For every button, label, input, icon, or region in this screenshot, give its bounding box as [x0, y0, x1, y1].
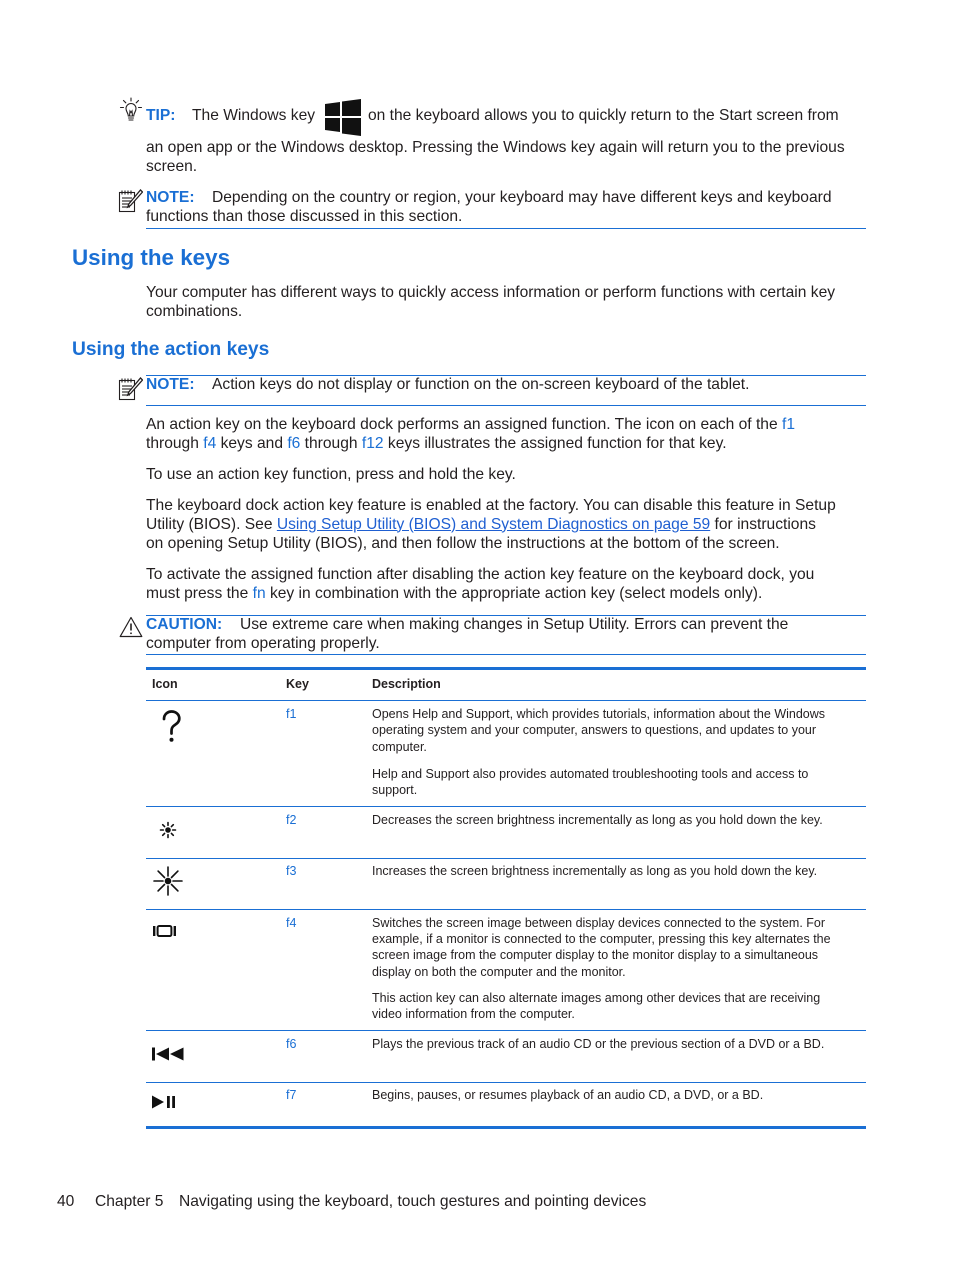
- description-line: computer.: [372, 739, 427, 754]
- text-segment: through: [300, 434, 362, 452]
- table-row: [146, 1083, 866, 1126]
- table-header-description: Description: [372, 677, 441, 691]
- brightness-up-icon: [153, 866, 183, 896]
- text-segment: keys illustrates the assigned function for that key.: [383, 434, 727, 452]
- description-cell: [372, 915, 831, 980]
- note-icon: [118, 376, 143, 401]
- paragraph-activate: [146, 565, 814, 603]
- help-icon: [161, 710, 182, 743]
- page-number: 40: [57, 1192, 75, 1210]
- description-line: Opens Help and Support, which provides tutorials, information about the Windows: [372, 707, 826, 721]
- key-cell: f1: [286, 707, 297, 721]
- text-segment: must press the: [146, 584, 253, 602]
- section-title: Using the keys: [72, 245, 231, 270]
- paragraph-line: To activate the assigned function after disabling the action key feature on the keyboard dock, you: [146, 565, 815, 583]
- description-cell: [372, 863, 817, 879]
- description-line: example, if a monitor is connected to the computer, pressing this key alternates the: [372, 932, 831, 947]
- table-row: [146, 807, 866, 858]
- lightbulb-icon: [119, 97, 143, 123]
- paragraph-action-keys: [146, 415, 795, 453]
- key-name-f12: f12: [361, 434, 384, 452]
- text-segment: through: [146, 434, 204, 452]
- subsection-title: Using the action keys: [72, 339, 270, 360]
- paragraph-line: on opening Setup Utility (BIOS), and then follow the instructions at the bottom of the screen.: [146, 534, 780, 552]
- text-segment: Utility (BIOS). See: [146, 515, 277, 533]
- description-line: Switches the screen image between display devices connected to the system. For: [372, 915, 826, 930]
- description-line: operating system and your computer, answers to questions, and updates to your: [372, 723, 817, 738]
- key-name-fn: fn: [252, 584, 266, 602]
- description-line: Begins, pauses, or resumes playback of an audio CD, a DVD, or a BD.: [372, 1087, 764, 1102]
- note-divider: [146, 228, 866, 229]
- description-line: video information from the computer.: [372, 1007, 575, 1022]
- switch-display-icon: [153, 925, 176, 937]
- play-pause-icon: [152, 1095, 176, 1109]
- description-line: screen image from the computer display to the monitor display to a simultaneous: [372, 948, 819, 963]
- description-line: This action key can also alternate images among other devices that are receiving: [372, 990, 821, 1005]
- note-text: Depending on the country or region, your keyboard may have different keys and keyboard: [212, 188, 832, 206]
- description-line: Help and Support also provides automated troubleshooting tools and access to: [372, 766, 809, 781]
- key-cell: f6: [286, 1036, 297, 1051]
- section-intro: [146, 283, 835, 321]
- table-header-icon: Icon: [152, 677, 178, 691]
- description-cell: [372, 766, 808, 799]
- text-segment: key in combination with the appropriate action key (select models only).: [265, 584, 763, 602]
- description-line: support.: [372, 783, 418, 798]
- table-top-border: [146, 667, 866, 670]
- note-text: functions than those discussed in this section.: [146, 207, 463, 225]
- description-cell: [372, 1087, 763, 1103]
- table-row: [146, 910, 866, 1030]
- key-cell: f2: [286, 812, 297, 827]
- tip-text-end: on the keyboard allows you to quickly return to the Start screen from: [368, 106, 839, 124]
- description-line: display on both the computer and the monitor.: [372, 964, 626, 979]
- caution-divider: [146, 654, 866, 655]
- text-segment: An action key on the keyboard dock performs an assigned function. The icon on each of the: [146, 415, 782, 433]
- note-label: NOTE:: [146, 188, 195, 206]
- description-line: Decreases the screen brightness incrementally as long as you hold down the key.: [372, 812, 823, 827]
- text-segment: keys and: [216, 434, 288, 452]
- caution-text: Use extreme care when making changes in Setup Utility. Errors can prevent the: [240, 615, 789, 633]
- chapter-label: Chapter 5: [95, 1192, 164, 1210]
- description-cell: [372, 1036, 824, 1052]
- key-name-f4: f4: [203, 434, 217, 452]
- paragraph-line: Your computer has different ways to quickly access information or perform functions with certain key: [146, 283, 836, 301]
- previous-track-icon: [152, 1047, 184, 1061]
- paragraph-line: The keyboard dock action key feature is enabled at the factory. You can disable this feature in Setup: [146, 496, 836, 514]
- paragraph-line: [146, 434, 795, 453]
- key-name-f1: f1: [782, 415, 796, 433]
- paragraph-hold: To use an action key function, press and hold the key.: [146, 465, 516, 483]
- setup-utility-link[interactable]: Using Setup Utility (BIOS) and System Diagnostics on page 59: [276, 515, 711, 533]
- key-cell: f3: [286, 863, 297, 878]
- description-cell: [372, 706, 825, 755]
- windows-key-icon: [325, 99, 361, 136]
- key-cell: f7: [286, 1087, 297, 1102]
- paragraph-line: combinations.: [146, 302, 243, 320]
- paragraph-line: [146, 584, 814, 603]
- description-line: Increases the screen brightness incrementally as long as you hold down the key.: [372, 863, 818, 878]
- note-divider: [146, 405, 866, 406]
- paragraph-line: [146, 415, 795, 434]
- table-row: [146, 701, 866, 806]
- tip-continuation: [146, 138, 845, 176]
- key-cell: f4: [286, 915, 297, 930]
- table-header-key: Key: [286, 677, 309, 691]
- tip-label: TIP:: [146, 106, 176, 124]
- key-name-f6: f6: [287, 434, 301, 452]
- brightness-down-icon: [159, 821, 177, 839]
- table-row: [146, 859, 866, 909]
- caution-label: CAUTION:: [146, 615, 223, 633]
- caution-text: computer from operating properly.: [146, 634, 380, 652]
- paragraph-line: [146, 515, 836, 534]
- description-cell: [372, 812, 823, 828]
- warning-icon: [119, 616, 143, 638]
- tip-text-start: The Windows key: [192, 106, 316, 124]
- note-label: NOTE:: [146, 375, 195, 393]
- description-cell: [372, 990, 820, 1023]
- description-line: Plays the previous track of an audio CD or the previous section of a DVD or a BD.: [372, 1036, 825, 1051]
- note-text: Action keys do not display or function on the on-screen keyboard of the tablet.: [212, 375, 750, 393]
- note-icon: [118, 188, 143, 213]
- chapter-title: Navigating using the keyboard, touch gestures and pointing devices: [179, 1192, 647, 1210]
- text-segment: for instructions: [710, 515, 816, 533]
- paragraph-bios: [146, 496, 836, 553]
- tip-line: an open app or the Windows desktop. Pressing the Windows key again will return you to the previous: [146, 138, 845, 156]
- table-row: [146, 1031, 866, 1082]
- table-bottom-border: [146, 1126, 866, 1129]
- tip-line: screen.: [146, 157, 198, 175]
